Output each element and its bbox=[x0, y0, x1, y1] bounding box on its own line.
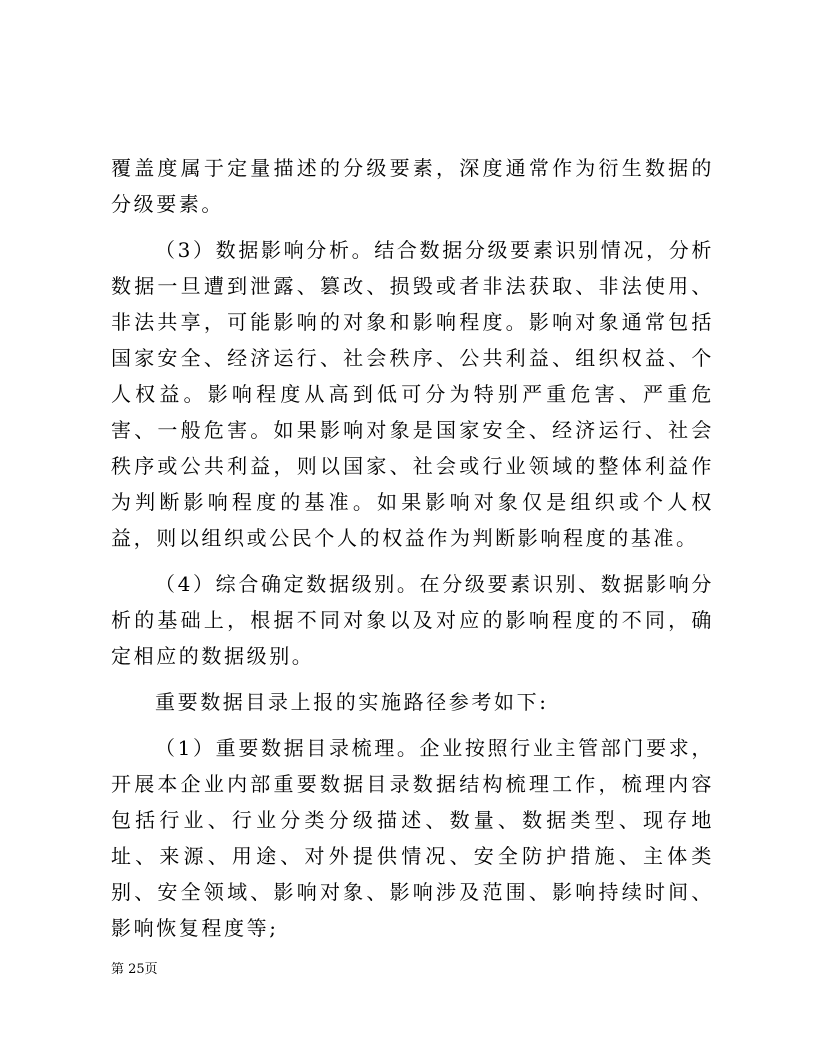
paragraph-determine-level: （4）综合确定数据级别。在分级要素识别、数据影响分析的基础上，根据不同对象以及对应的影响程度的不同，确定相应的数据级别。 bbox=[111, 572, 714, 668]
document-body bbox=[111, 150, 714, 956]
paragraph-impact-analysis: （3）数据影响分析。结合数据分级要素识别情况，分析数据一旦遭到泄露、篡改、损毁或者非法获取、非法使用、非法共享，可能影响的对象和影响程度。影响对象通常包括国家安全、经济运行、社会秩序、公共利益、组织权益、个人权益。影响程度从高到低可分为特别严重危害、严重危害、一般危害。如果影响对象是国家安全、经济运行、社会秩序或公共利益，则以国家、社会或行业领域的整体利益作为判断影响程度的基准。如果影响对象仅是组织或个人权益，则以组织或公民个人的权益作为判断影响程度的基准。 bbox=[111, 238, 714, 550]
paragraph-catalog-review: （1）重要数据目录梳理。企业按照行业主管部门要求，开展本企业内部重要数据目录数据结构梳理工作，梳理内容包括行业、行业分类分级描述、数量、数据类型、现存地址、来源、用途、对外提供情况、安全防护措施、主体类别、安全领域、影响对象、影响涉及范围、影响持续时间、影响恢复程度等; bbox=[111, 736, 714, 940]
paragraph-continuation: 覆盖度属于定量描述的分级要素，深度通常作为衍生数据的分级要素。 bbox=[111, 156, 714, 216]
paragraph-reporting-path-intro: 重要数据目录上报的实施路径参考如下: bbox=[155, 690, 549, 714]
page-number: 第 25页 bbox=[111, 962, 158, 977]
